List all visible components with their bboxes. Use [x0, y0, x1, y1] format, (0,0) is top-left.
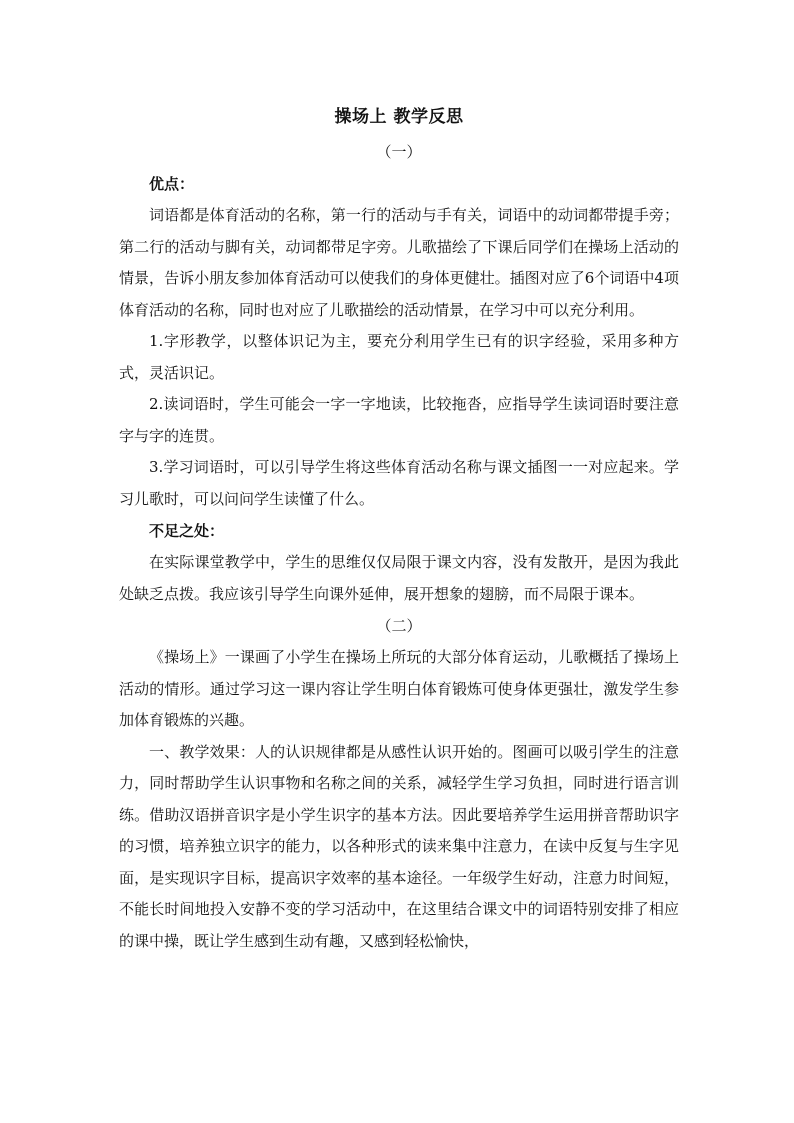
section-one-label: （一）: [376, 143, 422, 161]
paragraph: 2.读词语时，学生可能会一字一字地读，比较拖沓，应指导学生读词语时要注意字与字的连贯。: [119, 395, 679, 445]
document-title: 操场上 教学反思: [334, 107, 464, 127]
paragraph: 词语都是体育活动的名称，第一行的活动与手有关，词语中的动词都带提手旁；第二行的活动与脚有关，动词都带足字旁。儿歌描绘了下课后同学们在操场上活动的情景，告诉小朋友参加体育活动可以使我们的身体更健壮。插图对应了6个词语中4项体育活动的名称，同时也对应了儿歌描绘的活动情景，在学习中可以充分利用。: [119, 206, 679, 319]
section-two-label: （二）: [376, 617, 422, 635]
document-body: [119, 100, 679, 957]
paragraph: 《操场上》一课画了小学生在操场上所玩的大部分体育运动，儿歌概括了操场上活动的情形。通过学习这一课内容让学生明白体育锻炼可使身体更强壮，激发学生参加体育锻炼的兴趣。: [119, 648, 679, 729]
shortcomings-heading: 不足之处：: [149, 522, 225, 540]
paragraph: 1.字形教学，以整体识记为主，要充分利用学生已有的识字经验，采用多种方式，灵活识记。: [119, 332, 679, 382]
advantages-heading: 优点：: [149, 175, 195, 193]
paragraph: 3.学习词语时，可以引导学生将这些体育活动名称与课文插图一一对应起来。学习儿歌时，可以问问学生读懂了什么。: [119, 458, 679, 508]
paragraph: 一、教学效果：人的认识规律都是从感性认识开始的。图画可以吸引学生的注意力，同时帮助学生认识事物和名称之间的关系，减轻学生学习负担，同时进行语言训练。借助汉语拼音识字是小学生识字的基本方法。因此要培养学生运用拼音帮助识字的习惯，培养独立识字的能力，以各种形式的读来集中注意力，在读中反复与生字见面，是实现识字目标，提高识字效率的基本途径。一年级学生好动，注意力时间短，不能长时间地投入安静不变的学习活动中，在这里结合课文中的词语特别安排了相应的课中操，既让学生感到生动有趣，又感到轻松愉快，: [119, 742, 679, 950]
paragraph: 在实际课堂教学中，学生的思维仅仅局限于课文内容，没有发散开，是因为我此处缺乏点拨。我应该引导学生向课外延伸，展开想象的翅膀，而不局限于课本。: [119, 553, 679, 603]
